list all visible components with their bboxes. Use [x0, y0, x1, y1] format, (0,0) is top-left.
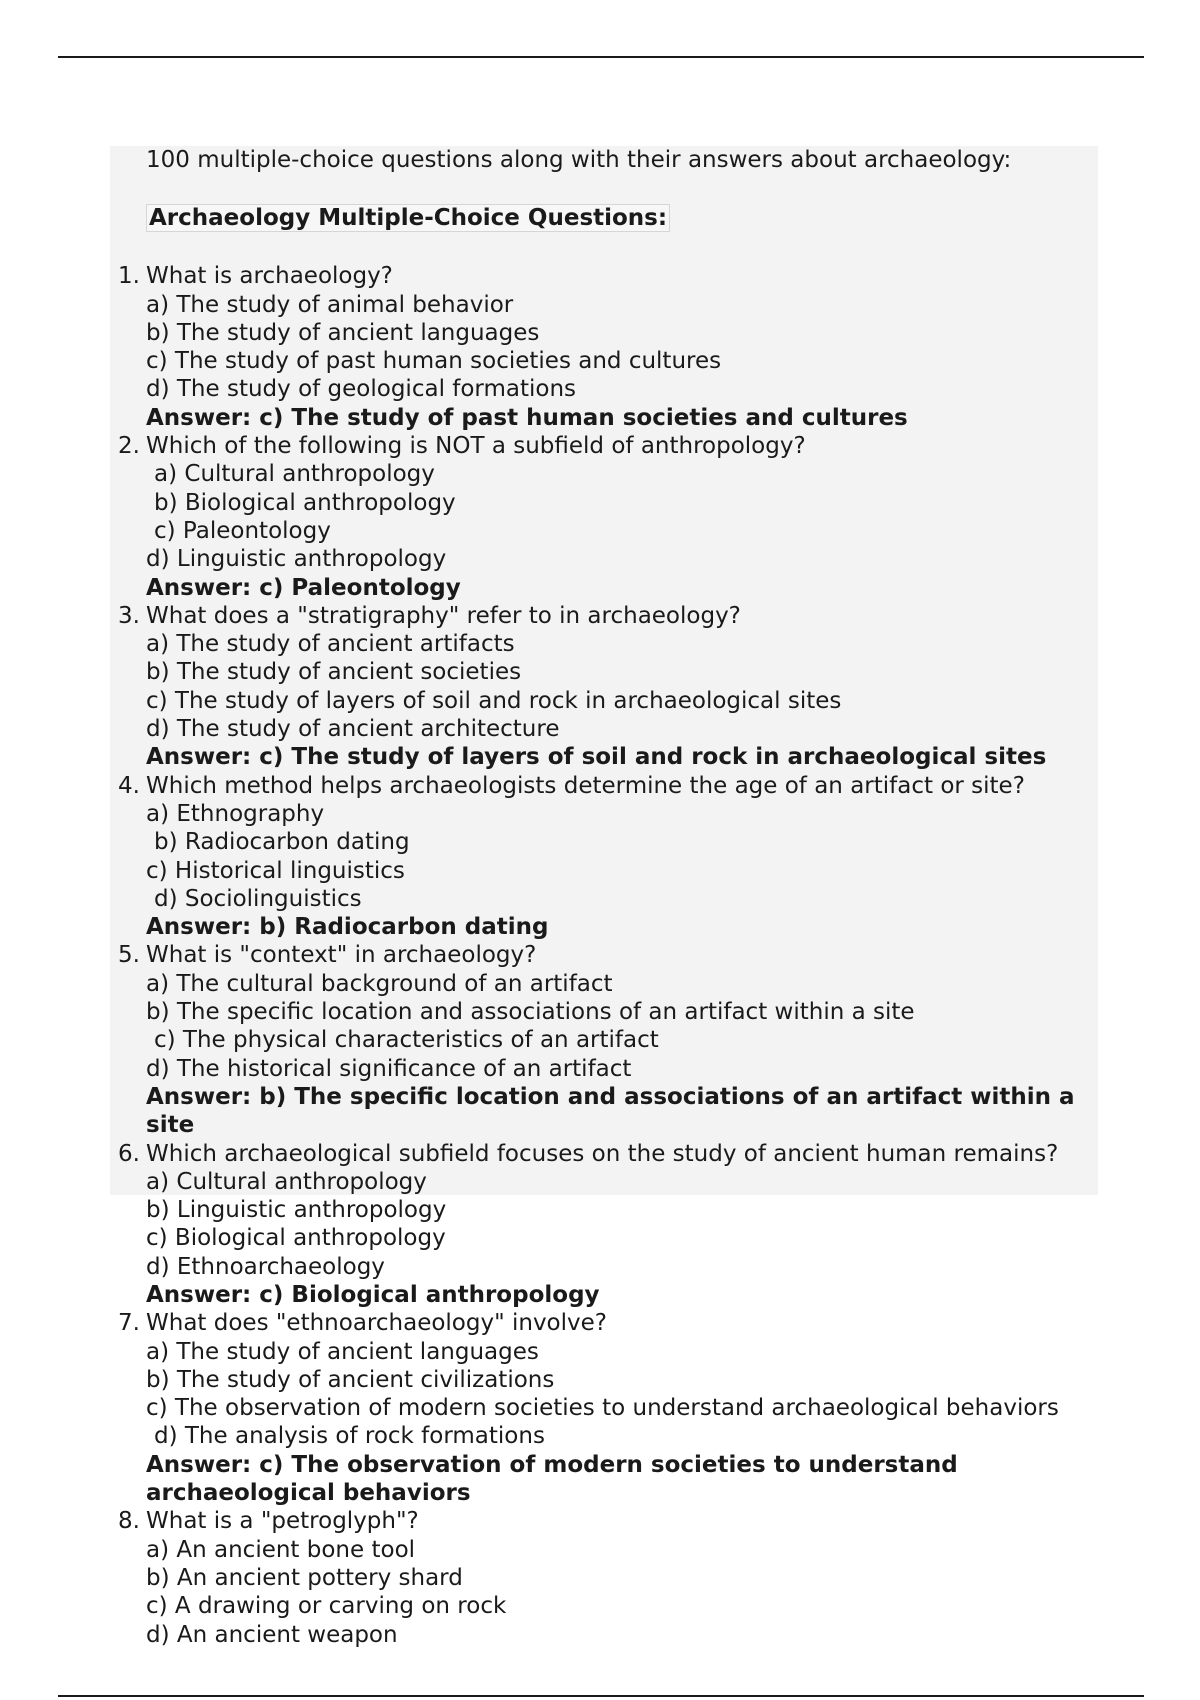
option: c) The study of past human societies and cultures [146, 348, 722, 375]
option: a) The study of animal behavior [146, 291, 514, 318]
option: d) The study of ancient architecture [146, 716, 560, 743]
answer: Answer: c) Biological anthropology [146, 1281, 600, 1308]
answer: Answer: c) The study of layers of soil and rock in archaeological sites [146, 744, 1047, 771]
question-text: Which method helps archaeologists determine the age of an artifact or site? [146, 772, 1025, 799]
option: c) The observation of modern societies to understand archaeological behaviors [146, 1395, 1059, 1422]
option: a) The cultural background of an artifact [146, 970, 613, 997]
question-item [118, 1140, 1106, 1310]
document-body [118, 146, 1106, 1649]
option: d) Linguistic anthropology [146, 546, 447, 573]
option: b) Radiocarbon dating [154, 829, 410, 856]
question-item [118, 432, 1106, 602]
option: c) The study of layers of soil and rock in archaeological sites [146, 687, 842, 714]
answer: Answer: c) Paleontology [146, 574, 461, 601]
option: b) The study of ancient civilizations [146, 1366, 555, 1393]
answer: Answer: b) Radiocarbon dating [146, 914, 549, 941]
option: a) Cultural anthropology [146, 1168, 427, 1195]
option: b) The study of ancient languages [146, 319, 540, 346]
question-item [118, 941, 1106, 1139]
option: b) Linguistic anthropology [146, 1197, 447, 1224]
option: a) Ethnography [146, 800, 325, 827]
option: c) A drawing or carving on rock [146, 1593, 507, 1620]
option: c) Paleontology [154, 517, 331, 544]
question-text: What does "ethnoarchaeology" involve? [146, 1310, 607, 1337]
option: c) Historical linguistics [146, 857, 405, 884]
question-item [118, 1309, 1106, 1507]
question-number: 4. [118, 772, 140, 799]
option: b) An ancient pottery shard [146, 1564, 463, 1591]
option: d) The historical significance of an artifact [146, 1055, 632, 1082]
question-list [118, 262, 1106, 1649]
question-text: What is archaeology? [146, 263, 393, 290]
question-item [118, 772, 1106, 942]
question-text: What is a "petroglyph"? [146, 1508, 419, 1535]
question-text: What is "context" in archaeology? [146, 942, 537, 969]
question-text: What does a "stratigraphy" refer to in archaeology? [146, 602, 741, 629]
option: d) The study of geological formations [146, 376, 577, 403]
option: d) The analysis of rock formations [154, 1423, 545, 1450]
question-number: 1. [118, 263, 140, 290]
question-number: 6. [118, 1140, 140, 1167]
question-number: 3. [118, 602, 140, 629]
option: d) Ethnoarchaeology [146, 1253, 385, 1280]
intro-text: 100 multiple-choice questions along with their answers about archaeology: [146, 147, 1012, 173]
answer: Answer: b) The specific location and associations of an artifact within a site [146, 1083, 1075, 1139]
question-number: 2. [118, 433, 140, 460]
option: a) The study of ancient artifacts [146, 631, 515, 658]
option: a) The study of ancient languages [146, 1338, 539, 1365]
answer: Answer: c) The study of past human societies and cultures [146, 404, 908, 431]
option: b) The study of ancient societies [146, 659, 522, 686]
answer: Answer: c) The observation of modern societies to understand archaeological behaviors [146, 1451, 958, 1507]
question-item [118, 1507, 1106, 1648]
question-item [118, 602, 1106, 772]
question-text: Which of the following is NOT a subfield of anthropology? [146, 433, 806, 460]
top-rule [58, 56, 1144, 58]
option: b) Biological anthropology [154, 489, 456, 516]
question-number: 5. [118, 942, 140, 969]
question-text: Which archaeological subfield focuses on the study of ancient human remains? [146, 1140, 1059, 1167]
section-heading: Archaeology Multiple-Choice Questions: [146, 204, 670, 232]
option: a) Cultural anthropology [154, 461, 435, 488]
option: d) Sociolinguistics [154, 885, 362, 912]
option: b) The specific location and associations of an artifact within a site [146, 999, 915, 1026]
option: c) The physical characteristics of an artifact [154, 1027, 659, 1054]
question-number: 7. [118, 1310, 140, 1337]
option: d) An ancient weapon [146, 1621, 398, 1648]
option: c) Biological anthropology [146, 1225, 446, 1252]
question-number: 8. [118, 1508, 140, 1535]
question-item [118, 262, 1106, 432]
option: a) An ancient bone tool [146, 1536, 416, 1563]
bottom-rule [58, 1695, 1144, 1697]
